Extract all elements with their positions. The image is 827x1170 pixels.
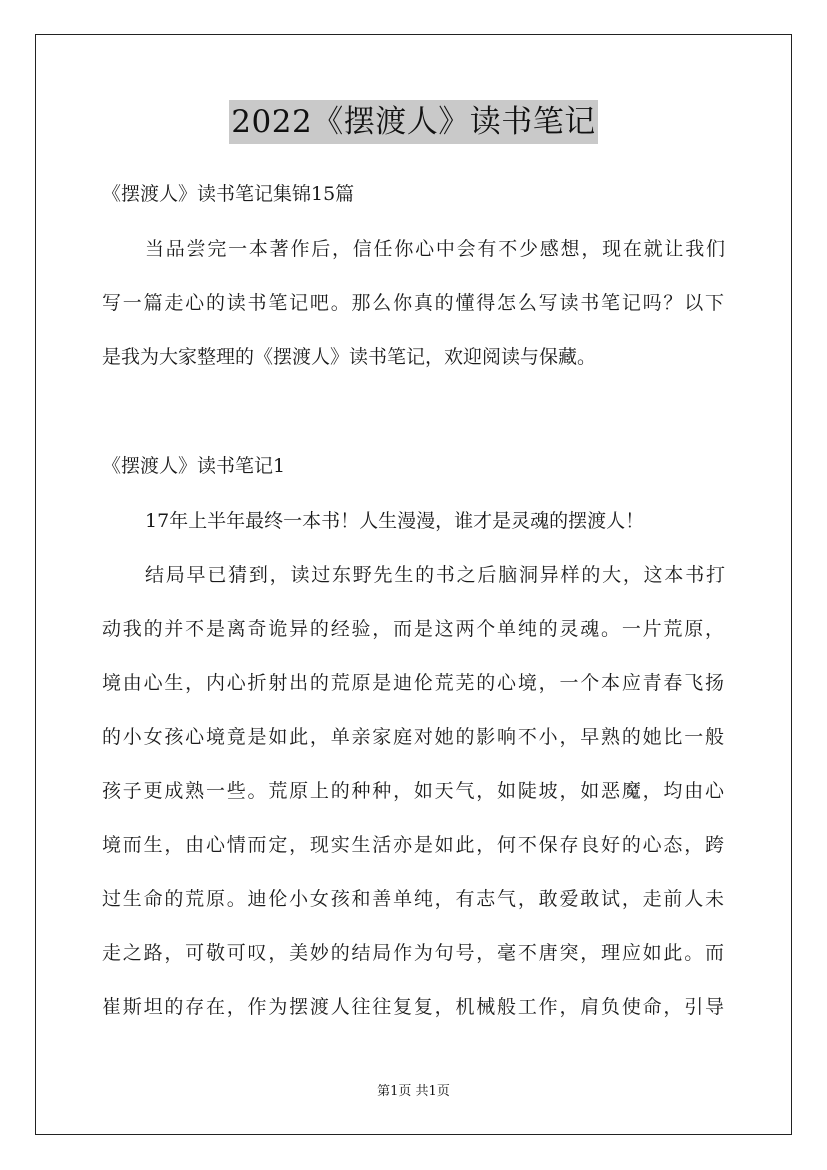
document-subtitle: 《摆渡人》读书笔记集锦15篇	[102, 183, 355, 205]
body-line-7: 过生命的荒原。迪伦小女孩和善单纯，有志气，敢爱敢试，走前人未	[102, 888, 724, 910]
body-line-3: 境由心生，内心折射出的荒原是迪伦荒芜的心境，一个本应青春飞扬	[102, 672, 724, 694]
body-line-4: 的小女孩心境竟是如此，单亲家庭对她的影响不小，早熟的她比一般	[102, 726, 724, 748]
intro-line-1: 当品尝完一本著作后，信任你心中会有不少感想，现在就让我们	[145, 238, 725, 260]
document-title: 2022《摆渡人》读书笔记	[229, 100, 597, 144]
section-first-line: 17年上半年最终一本书！人生漫漫，谁才是灵魂的摆渡人！	[145, 510, 645, 532]
body-line-9: 崔斯坦的存在，作为摆渡人往往复复，机械般工作，肩负使命，引导	[102, 996, 724, 1018]
body-line-8: 走之路，可敬可叹，美妙的结局作为句号，毫不唐突，理应如此。而	[102, 942, 724, 964]
body-line-6: 境而生，由心情而定，现实生活亦是如此，何不保存良好的心态，跨	[102, 834, 724, 856]
intro-line-3: 是我为大家整理的《摆渡人》读书笔记，欢迎阅读与保藏。	[102, 346, 597, 368]
intro-line-2: 写一篇走心的读书笔记吧。那么你真的懂得怎么写读书笔记吗？以下	[102, 292, 724, 314]
body-line-2: 动我的并不是离奇诡异的经验，而是这两个单纯的灵魂。一片荒原，	[102, 618, 724, 640]
page-number: 第1页 共1页	[377, 1084, 450, 1099]
body-line-5: 孩子更成熟一些。荒原上的种种，如天气，如陡坡，如恶魔，均由心	[102, 780, 724, 802]
section-heading: 《摆渡人》读书笔记1	[102, 455, 286, 477]
body-line-1: 结局早已猜到，读过东野先生的书之后脑洞异样的大，这本书打	[145, 564, 725, 586]
title-container	[0, 100, 827, 144]
